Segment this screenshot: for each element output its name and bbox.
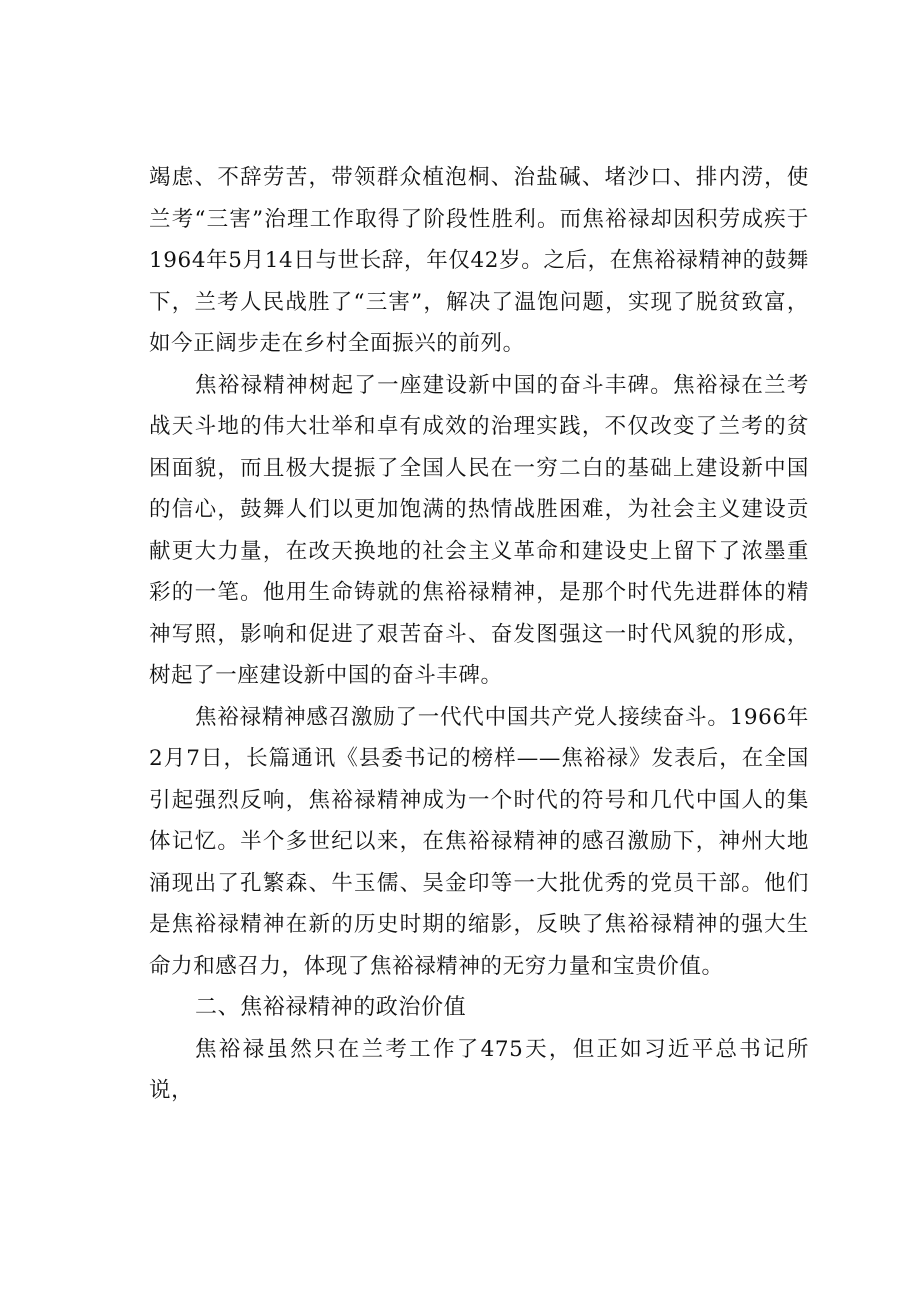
- paragraph-3: 焦裕禄精神感召激励了一代代中国共产党人接续奋斗。1966年2月7日，长篇通讯《县委书记的榜样——焦裕禄》发表后，在全国引起强烈反响，焦裕禄精神成为一个时代的符号和几代中国人的集体记忆。半个多世纪以来，在焦裕禄精神的感召激励下，神州大地涌现出了孔繁森、牛玉儒、吴金印等一大批优秀的党员干部。他们是焦裕禄精神在新的历史时期的缩影，反映了焦裕禄精神的强大生命力和感召力，体现了焦裕禄精神的无穷力量和宝贵价值。: [149, 704, 809, 979]
- section-heading: 二、焦裕禄精神的政治价值: [195, 995, 467, 1020]
- paragraph-1: 竭虑、不辞劳苦，带领群众植泡桐、治盐碱、堵沙口、排内涝，使兰考“三害”治理工作取得了阶段性胜利。而焦裕禄却因积劳成疾于1964年5月14日与世长辞，年仅42岁。之后，在焦裕禄精神的鼓舞下，兰考人民战胜了“三害”，解决了温饱问题，实现了脱贫致富，如今正阔步走在乡村全面振兴的前列。: [149, 165, 809, 356]
- document-body: [149, 157, 809, 1112]
- paragraph-2: 焦裕禄精神树起了一座建设新中国的奋斗丰碑。焦裕禄在兰考战天斗地的伟大壮举和卓有成效的治理实践，不仅改变了兰考的贫困面貌，而且极大提振了全国人民在一穷二白的基础上建设新中国的信心，鼓舞人们以更加饱满的热情战胜困难，为社会主义建设贡献更大力量，在改天换地的社会主义革命和建设史上留下了浓墨重彩的一笔。他用生命铸就的焦裕禄精神，是那个时代先进群体的精神写照，影响和促进了艰苦奋斗、奋发图强这一时代风貌的形成，树起了一座建设新中国的奋斗丰碑。: [149, 372, 809, 688]
- paragraph-4: 焦裕禄虽然只在兰考工作了475天，但正如习近平总书记所说，: [149, 1036, 809, 1103]
